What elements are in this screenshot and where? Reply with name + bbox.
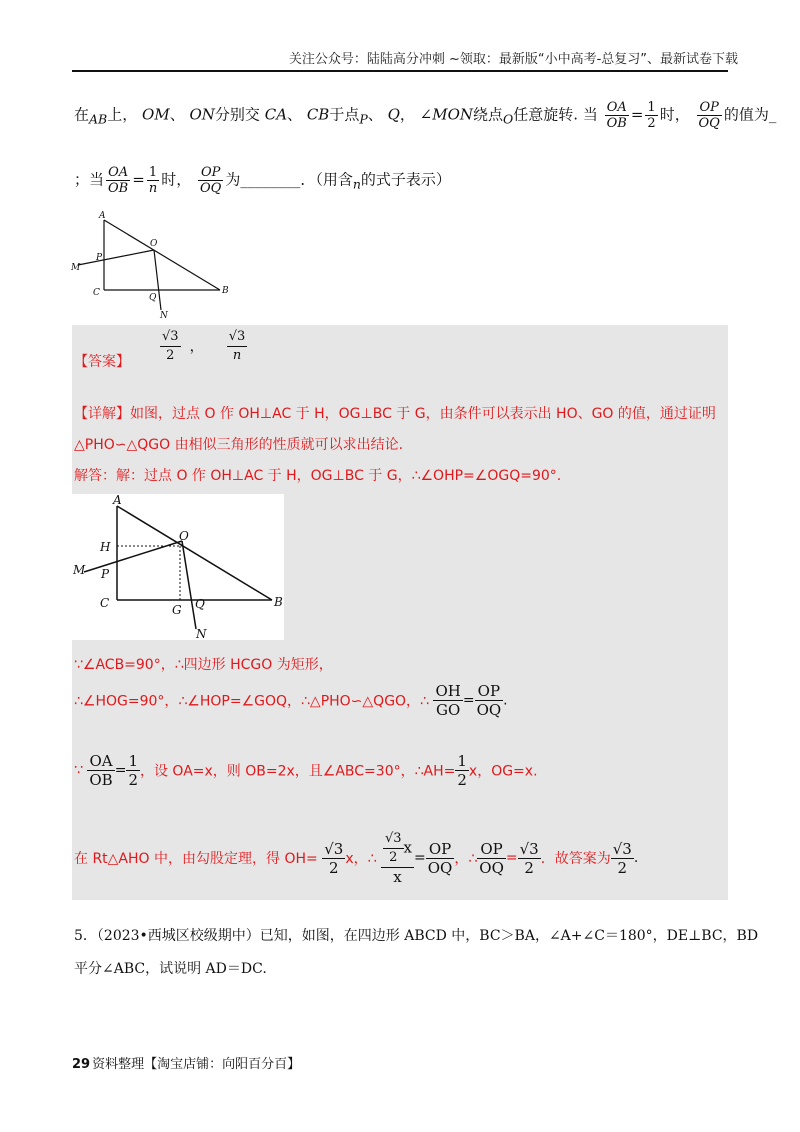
q-text: 于点 — [329, 105, 360, 124]
frac-den: 2 — [389, 850, 398, 865]
header-divider — [72, 70, 728, 72]
frac-num: √3 — [160, 328, 181, 347]
eq-sign: = — [462, 692, 475, 709]
label-c: C — [100, 596, 110, 610]
frac-den: OB — [89, 771, 113, 789]
detail-line-4: ∵∠ACB=90°，∴四边形 HCGO 为矩形， — [74, 657, 333, 673]
fraction-one-n — [147, 165, 159, 196]
frac-den: 2 — [328, 858, 339, 877]
label-m: M — [71, 263, 81, 273]
q-mon: ∠MON — [419, 105, 474, 124]
frac-num: √3 — [324, 839, 344, 858]
frac-den: 2 — [457, 771, 467, 789]
fraction-oa-ob — [106, 165, 130, 196]
frac-num: OP — [697, 100, 722, 116]
frac-num: OP — [475, 682, 504, 701]
compound-numerator — [381, 830, 414, 868]
frac-num: OA — [106, 165, 130, 181]
detail-label: 【详解】 — [74, 406, 130, 422]
frac-den: 2 — [524, 858, 534, 877]
label-q: Q — [195, 597, 205, 611]
frac-num: √3 — [227, 328, 248, 347]
frac-den: OB — [606, 116, 627, 131]
eq-sign: = — [114, 762, 127, 779]
answer-sep: ， — [189, 339, 204, 355]
q-om: OM — [142, 105, 170, 124]
answer-frac-2 — [227, 328, 248, 365]
period: . — [503, 692, 508, 709]
figure-1-diagram — [70, 210, 240, 320]
frac-den: OQ — [476, 701, 502, 719]
question-line-1 — [74, 100, 776, 131]
figure-2-diagram — [72, 494, 284, 640]
frac-den: OQ — [479, 858, 504, 877]
detail-line-7 — [74, 830, 638, 886]
label-o: O — [150, 239, 158, 249]
fraction-op-oq — [697, 100, 722, 131]
q-text: 时， — [659, 105, 690, 124]
answer-label: 【答案】 — [74, 354, 130, 370]
q-eq: = — [630, 105, 644, 124]
q-sep: 、 — [367, 105, 383, 124]
page-header: 关注公众号：陆陆高分冲刺 ~领取：最新版“小中高考-总复习”、最新试卷下载 — [288, 52, 738, 67]
frac-num: OP — [426, 840, 455, 859]
q-text: 任意旋转. 当 — [513, 105, 598, 124]
period: . — [633, 850, 639, 866]
label-b: B — [222, 286, 229, 296]
frac-den: n — [232, 348, 242, 363]
frac-den: x — [393, 868, 402, 886]
detail-text: ∴∠HOG=90°，∴∠HOP=∠GOQ，∴△PHO∽△QGO，∴ — [74, 693, 429, 710]
frac-num: OP — [477, 840, 506, 859]
fraction-one-half — [126, 752, 140, 789]
q-text: ；当 — [74, 170, 105, 189]
label-q: Q — [149, 293, 157, 303]
fraction-sqrt3-2 — [518, 840, 541, 877]
frac-num: OH — [435, 682, 461, 700]
frac-den: GO — [435, 701, 461, 719]
answer-values — [160, 328, 247, 365]
frac-den: 2 — [647, 116, 656, 131]
detail-line-2: △PHO∽△QGO 由相似三角形的性质就可以求出结论. — [74, 437, 404, 453]
question-5-line-2: 平分∠ABC，试说明 AD＝DC. — [74, 961, 267, 977]
q-sep: 、 — [287, 105, 303, 124]
ray-om — [78, 250, 154, 265]
question-line-2 — [74, 165, 451, 196]
footer-text: 资料整理【淘宝店铺：向阳百分百】 — [92, 1057, 301, 1072]
q-on: ON — [189, 105, 215, 124]
label-n: N — [196, 627, 207, 640]
fraction-op-oq — [426, 840, 455, 877]
fraction-oa-ob — [87, 752, 114, 789]
detail-line-6 — [74, 752, 538, 789]
detail-text: ．故答案为 — [540, 851, 611, 867]
detail-text: ，设 OA=x，则 OB=2x，且∠ABC=30°，∴AH= — [139, 763, 456, 780]
fraction-op-oq — [198, 165, 223, 196]
fraction-op-oq — [475, 682, 504, 719]
label-a: A — [113, 494, 122, 507]
q-text: 的值为_ — [723, 105, 777, 124]
frac-den: OB — [108, 181, 129, 196]
page-number: 29 — [72, 1057, 91, 1072]
fraction-sqrt3-2 — [322, 840, 345, 877]
fraction-one-half — [645, 100, 657, 131]
detail-line-1 — [74, 403, 716, 423]
frac-num: √3 — [383, 830, 404, 849]
q-text: 上， — [107, 105, 138, 124]
fraction-one-half — [455, 752, 469, 789]
label-m: M — [73, 563, 86, 577]
label-h: H — [100, 540, 111, 554]
frac-num: OA — [87, 752, 114, 771]
q-sep: 、 — [169, 105, 185, 124]
q-text: ， — [399, 105, 415, 124]
q-text: 绕点 — [473, 105, 504, 124]
q-eq: = — [132, 170, 145, 189]
frac-den: 2 — [617, 858, 628, 877]
frac-num: 1 — [457, 752, 467, 770]
frac-num: 1 — [147, 165, 159, 181]
frac-den: OQ — [427, 858, 453, 877]
q-q: Q — [387, 105, 400, 124]
label-b: B — [274, 595, 283, 609]
detail-line-5 — [74, 682, 508, 719]
frac-num: √3 — [612, 839, 632, 858]
label-p: P — [96, 253, 103, 263]
eq-sign: = — [505, 850, 518, 866]
frac-num: OP — [198, 165, 223, 181]
q-text: 的式子表示） — [360, 170, 451, 189]
frac-den: 2 — [128, 771, 138, 789]
question-5-line-1: 5．（2023•西城区校级期中）已知，如图，在四边形 ABCD 中，BC＞BA，∠A+∠C＝180°，DE⊥BC，BD — [74, 928, 759, 944]
page-footer — [72, 1053, 300, 1072]
q-o: O — [503, 111, 514, 127]
detail-text: 在 Rt△AHO 中，由勾股定理，得 OH= — [74, 851, 318, 867]
frac-num: 1 — [128, 752, 138, 770]
label-n: N — [160, 311, 168, 320]
compound-fraction — [381, 830, 414, 886]
detail-text: 如图，过点 O 作 OH⊥AC 于 H，OG⊥BC 于 G，由条件可以表示出 HO、GO 的值，通过证明 — [130, 406, 716, 422]
label-o: O — [179, 529, 189, 543]
label-g: G — [172, 603, 182, 617]
q-cb: CB — [306, 105, 330, 124]
detail-line-3: 解答：解：过点 O 作 OH⊥AC 于 H，OG⊥BC 于 G，∴∠OHP=∠OGQ=90°. — [74, 468, 562, 484]
frac-num: 1 — [647, 100, 656, 115]
fraction-oa-ob — [605, 100, 629, 131]
label-c: C — [93, 288, 100, 298]
frac-den: OQ — [698, 116, 720, 131]
fraction-op-oq — [477, 840, 506, 877]
q-ca: CA — [264, 105, 288, 124]
var-x: x — [403, 838, 412, 857]
detail-text: x，OG=x. — [468, 763, 538, 780]
detail-text: x，∴ — [345, 851, 377, 867]
detail-text: ，∴ — [454, 851, 478, 867]
eq-sign: = — [414, 850, 426, 866]
frac-den: n — [148, 181, 158, 196]
because-sign: ∵ — [74, 762, 83, 779]
q-text: 在 — [74, 105, 90, 124]
q-text: 分别交 — [214, 105, 260, 124]
fraction-sqrt3-2 — [611, 840, 634, 877]
answer-frac-1 — [160, 328, 181, 365]
fraction-oh-go — [433, 682, 462, 719]
q-p: P — [359, 111, 368, 127]
inner-fraction — [383, 830, 404, 867]
frac-num: √3 — [519, 839, 539, 858]
label-p: P — [101, 567, 110, 581]
segment-ab — [104, 220, 220, 290]
frac-den: OQ — [199, 181, 222, 196]
q-n: n — [352, 176, 361, 192]
q-text: 时， — [161, 170, 192, 189]
label-a: A — [99, 211, 106, 221]
frac-den: 2 — [166, 348, 175, 363]
frac-num: OA — [605, 100, 629, 116]
q-ab: AB — [89, 111, 108, 127]
q-text: 为________．（用含 — [225, 170, 353, 189]
